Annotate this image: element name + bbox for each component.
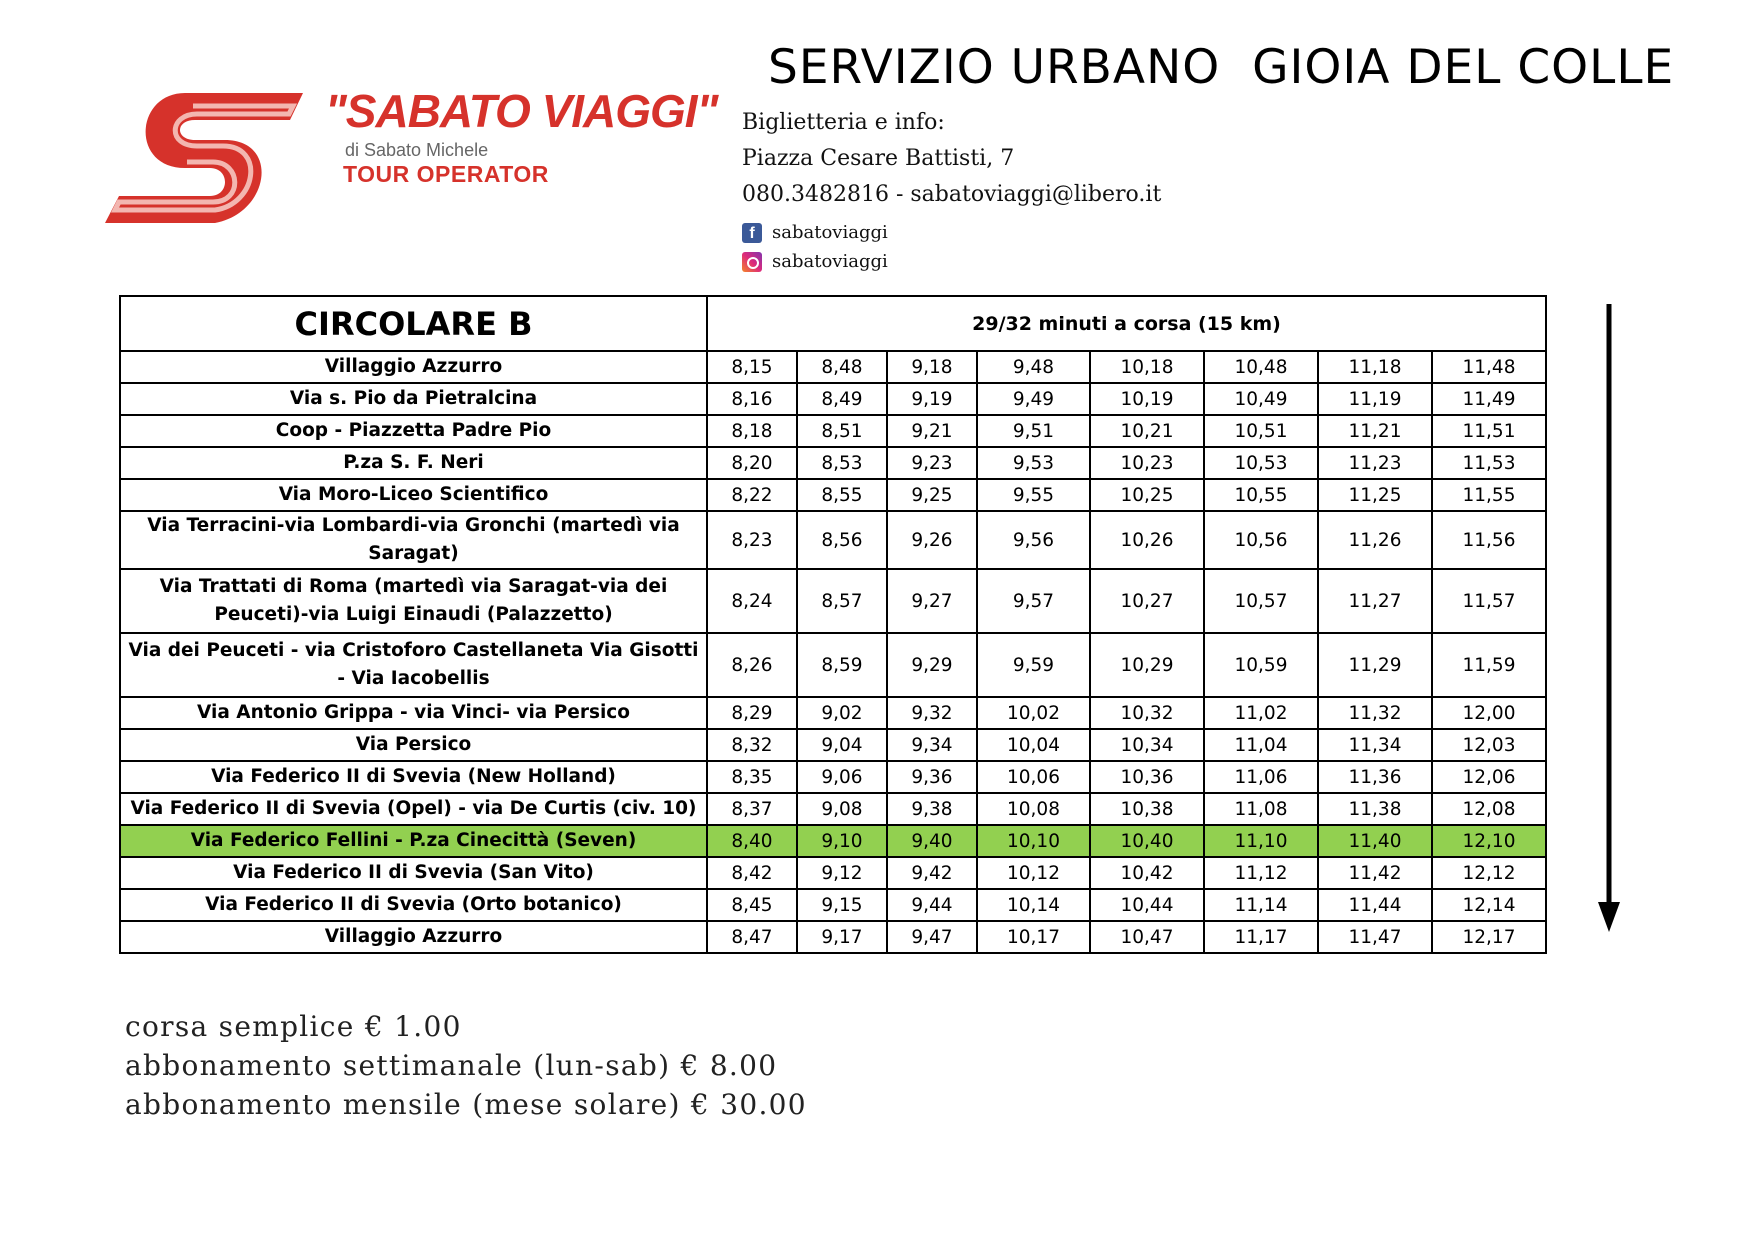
table-row — [120, 633, 1546, 697]
table-row — [120, 569, 1546, 633]
table-row — [120, 511, 1546, 569]
departure-time: 11,48 — [1432, 351, 1546, 383]
departure-time: 8,45 — [707, 889, 797, 921]
departure-time: 9,27 — [887, 569, 977, 633]
stop-name: Via Moro-Liceo Scientifico — [120, 479, 707, 511]
departure-time: 11,49 — [1432, 383, 1546, 415]
price-monthly-pass: abbonamento mensile (mese solare) € 30.00 — [125, 1088, 807, 1121]
departure-time: 11,04 — [1204, 729, 1318, 761]
departure-time: 8,37 — [707, 793, 797, 825]
departure-time: 10,47 — [1090, 921, 1204, 953]
departure-time: 10,14 — [977, 889, 1090, 921]
departure-time: 9,51 — [977, 415, 1090, 447]
departure-time: 9,38 — [887, 793, 977, 825]
departure-time: 9,48 — [977, 351, 1090, 383]
table-row — [120, 415, 1546, 447]
departure-time: 9,17 — [797, 921, 887, 953]
stop-name: Via Federico II di Svevia (New Holland) — [120, 761, 707, 793]
stop-name: Via s. Pio da Pietralcina — [120, 383, 707, 415]
departure-time: 11,53 — [1432, 447, 1546, 479]
sabato-s-logo-icon — [105, 78, 305, 238]
departure-time: 11,56 — [1432, 511, 1546, 569]
departure-time: 10,34 — [1090, 729, 1204, 761]
instagram-icon — [742, 252, 762, 272]
departure-time: 8,59 — [797, 633, 887, 697]
departure-time: 9,06 — [797, 761, 887, 793]
facebook-link[interactable] — [742, 222, 888, 243]
departure-time: 10,19 — [1090, 383, 1204, 415]
departure-time: 11,47 — [1318, 921, 1432, 953]
departure-time: 11,34 — [1318, 729, 1432, 761]
departure-time: 11,23 — [1318, 447, 1432, 479]
stop-name: Via Federico II di Svevia (Orto botanico) — [120, 889, 707, 921]
departure-time: 8,16 — [707, 383, 797, 415]
departure-time: 10,49 — [1204, 383, 1318, 415]
departure-time: 9,25 — [887, 479, 977, 511]
line-name: CIRCOLARE B — [120, 296, 707, 351]
direction-arrow-icon — [1594, 304, 1624, 934]
departure-time: 8,15 — [707, 351, 797, 383]
facebook-icon: f — [742, 223, 762, 243]
departure-time: 8,55 — [797, 479, 887, 511]
departure-time: 9,56 — [977, 511, 1090, 569]
departure-time: 10,27 — [1090, 569, 1204, 633]
stop-name: Via Trattati di Roma (martedì via Saragat-via dei Peuceti)-via Luigi Einaudi (Palazzetto) — [120, 569, 707, 633]
departure-time: 9,29 — [887, 633, 977, 697]
departure-time: 10,40 — [1090, 825, 1204, 857]
departure-time: 10,44 — [1090, 889, 1204, 921]
departure-time: 9,04 — [797, 729, 887, 761]
departure-time: 12,10 — [1432, 825, 1546, 857]
departure-time: 10,25 — [1090, 479, 1204, 511]
departure-time: 9,47 — [887, 921, 977, 953]
address: Piazza Cesare Battisti, 7 — [742, 146, 1015, 171]
departure-time: 12,03 — [1432, 729, 1546, 761]
departure-time: 10,56 — [1204, 511, 1318, 569]
stop-name: P.za S. F. Neri — [120, 447, 707, 479]
brand-owner: di Sabato Michele — [345, 140, 489, 160]
departure-time: 11,10 — [1204, 825, 1318, 857]
departure-time: 10,02 — [977, 697, 1090, 729]
departure-time: 12,14 — [1432, 889, 1546, 921]
table-row — [120, 921, 1546, 953]
departure-time: 11,08 — [1204, 793, 1318, 825]
stop-name: Via Federico II di Svevia (Opel) - via De Curtis (civ. 10) — [120, 793, 707, 825]
departure-time: 10,57 — [1204, 569, 1318, 633]
price-weekly-pass: abbonamento settimanale (lun-sab) € 8.00 — [125, 1049, 778, 1082]
table-row — [120, 857, 1546, 889]
departure-time: 9,12 — [797, 857, 887, 889]
departure-time: 8,23 — [707, 511, 797, 569]
departure-time: 12,08 — [1432, 793, 1546, 825]
departure-time: 10,48 — [1204, 351, 1318, 383]
departure-time: 11,19 — [1318, 383, 1432, 415]
table-row — [120, 351, 1546, 383]
departure-time: 8,18 — [707, 415, 797, 447]
table-row — [120, 889, 1546, 921]
departure-time: 8,51 — [797, 415, 887, 447]
stop-name: Villaggio Azzurro — [120, 921, 707, 953]
table-row — [120, 697, 1546, 729]
departure-time: 11,42 — [1318, 857, 1432, 889]
info-label: Biglietteria e info: — [742, 110, 945, 135]
departure-time: 11,38 — [1318, 793, 1432, 825]
brand-logo — [105, 78, 745, 238]
departure-time: 9,53 — [977, 447, 1090, 479]
departure-time: 10,10 — [977, 825, 1090, 857]
stop-name: Via Federico II di Svevia (San Vito) — [120, 857, 707, 889]
departure-time: 11,32 — [1318, 697, 1432, 729]
departure-time: 9,59 — [977, 633, 1090, 697]
brand-name: "SABATO VIAGGI" — [325, 85, 718, 137]
departure-time: 11,27 — [1318, 569, 1432, 633]
stop-name: Via Antonio Grippa - via Vinci- via Persico — [120, 697, 707, 729]
departure-time: 12,00 — [1432, 697, 1546, 729]
departure-time: 9,18 — [887, 351, 977, 383]
departure-time: 8,40 — [707, 825, 797, 857]
contact-info: 080.3482816 - sabatoviaggi@libero.it — [742, 182, 1162, 207]
brand-tagline: TOUR OPERATOR — [343, 161, 549, 187]
table-row — [120, 793, 1546, 825]
departure-time: 10,53 — [1204, 447, 1318, 479]
departure-time: 9,44 — [887, 889, 977, 921]
departure-time: 11,12 — [1204, 857, 1318, 889]
departure-time: 9,26 — [887, 511, 977, 569]
departure-time: 11,44 — [1318, 889, 1432, 921]
page-title: SERVIZIO URBANO GIOIA DEL COLLE — [768, 40, 1675, 95]
departure-time: 9,40 — [887, 825, 977, 857]
departure-time: 11,36 — [1318, 761, 1432, 793]
departure-time: 9,02 — [797, 697, 887, 729]
timetable — [119, 295, 1547, 954]
departure-time: 8,35 — [707, 761, 797, 793]
departure-time: 9,10 — [797, 825, 887, 857]
departure-time: 10,42 — [1090, 857, 1204, 889]
departure-time: 9,15 — [797, 889, 887, 921]
table-row — [120, 383, 1546, 415]
table-row — [120, 447, 1546, 479]
departure-time: 11,29 — [1318, 633, 1432, 697]
departure-time: 8,29 — [707, 697, 797, 729]
departure-time: 10,29 — [1090, 633, 1204, 697]
departure-time: 9,23 — [887, 447, 977, 479]
departure-time: 8,57 — [797, 569, 887, 633]
departure-time: 10,18 — [1090, 351, 1204, 383]
departure-time: 9,34 — [887, 729, 977, 761]
departure-time: 10,32 — [1090, 697, 1204, 729]
departure-time: 11,17 — [1204, 921, 1318, 953]
departure-time: 11,14 — [1204, 889, 1318, 921]
departure-time: 10,26 — [1090, 511, 1204, 569]
departure-time: 11,40 — [1318, 825, 1432, 857]
departure-time: 8,56 — [797, 511, 887, 569]
departure-time: 8,20 — [707, 447, 797, 479]
departure-time: 8,22 — [707, 479, 797, 511]
instagram-handle: sabatoviaggi — [772, 251, 888, 272]
departure-time: 8,32 — [707, 729, 797, 761]
departure-time: 9,36 — [887, 761, 977, 793]
departure-time: 11,06 — [1204, 761, 1318, 793]
departure-time: 11,59 — [1432, 633, 1546, 697]
departure-time: 10,51 — [1204, 415, 1318, 447]
departure-time: 11,55 — [1432, 479, 1546, 511]
departure-time: 10,55 — [1204, 479, 1318, 511]
departure-time: 9,55 — [977, 479, 1090, 511]
departure-time: 12,06 — [1432, 761, 1546, 793]
table-row — [120, 479, 1546, 511]
price-single-ride: corsa semplice € 1.00 — [125, 1010, 462, 1043]
departure-time: 9,57 — [977, 569, 1090, 633]
stop-name: Via dei Peuceti - via Cristoforo Castellaneta Via Gisotti - Via Iacobellis — [120, 633, 707, 697]
departure-time: 11,26 — [1318, 511, 1432, 569]
departure-time: 9,49 — [977, 383, 1090, 415]
departure-time: 10,17 — [977, 921, 1090, 953]
departure-time: 9,32 — [887, 697, 977, 729]
departure-time: 10,08 — [977, 793, 1090, 825]
stop-name: Via Federico Fellini - P.za Cinecittà (Seven) — [120, 825, 707, 857]
departure-time: 9,08 — [797, 793, 887, 825]
departure-time: 8,53 — [797, 447, 887, 479]
departure-time: 9,19 — [887, 383, 977, 415]
departure-time: 11,21 — [1318, 415, 1432, 447]
departure-time: 12,17 — [1432, 921, 1546, 953]
departure-time: 11,18 — [1318, 351, 1432, 383]
departure-time: 11,02 — [1204, 697, 1318, 729]
instagram-link[interactable] — [742, 251, 888, 272]
departure-time: 9,21 — [887, 415, 977, 447]
table-header-row — [120, 296, 1546, 351]
departure-time: 10,38 — [1090, 793, 1204, 825]
table-row — [120, 761, 1546, 793]
departure-time: 9,42 — [887, 857, 977, 889]
table-row — [120, 729, 1546, 761]
departure-time: 10,12 — [977, 857, 1090, 889]
departure-time: 8,49 — [797, 383, 887, 415]
departure-time: 8,24 — [707, 569, 797, 633]
stop-name: Coop - Piazzetta Padre Pio — [120, 415, 707, 447]
departure-time: 10,04 — [977, 729, 1090, 761]
departure-time: 10,23 — [1090, 447, 1204, 479]
departure-time: 8,48 — [797, 351, 887, 383]
departure-time: 10,59 — [1204, 633, 1318, 697]
stop-name: Via Terracini-via Lombardi-via Gronchi (martedì via Saragat) — [120, 511, 707, 569]
departure-time: 10,06 — [977, 761, 1090, 793]
departure-time: 8,26 — [707, 633, 797, 697]
table-row — [120, 825, 1546, 857]
departure-time: 11,57 — [1432, 569, 1546, 633]
departure-time: 11,25 — [1318, 479, 1432, 511]
facebook-handle: sabatoviaggi — [772, 222, 888, 243]
departure-time: 10,21 — [1090, 415, 1204, 447]
departure-time: 8,42 — [707, 857, 797, 889]
departure-time: 8,47 — [707, 921, 797, 953]
stop-name: Via Persico — [120, 729, 707, 761]
trip-duration: 29/32 minuti a corsa (15 km) — [707, 296, 1546, 351]
departure-time: 12,12 — [1432, 857, 1546, 889]
stop-name: Villaggio Azzurro — [120, 351, 707, 383]
departure-time: 10,36 — [1090, 761, 1204, 793]
departure-time: 11,51 — [1432, 415, 1546, 447]
